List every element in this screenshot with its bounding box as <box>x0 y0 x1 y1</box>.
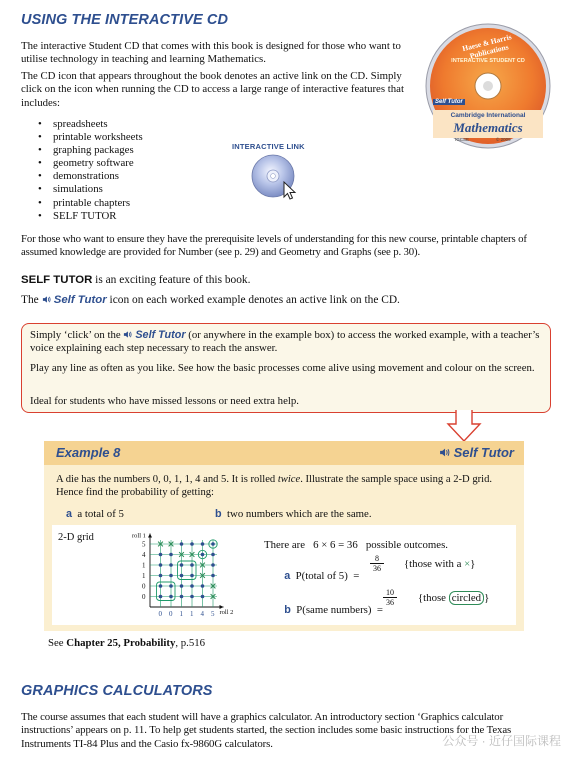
see-chapter-start: See <box>48 637 67 649</box>
callout-self-tutor-icon[interactable] <box>123 329 185 341</box>
self-tutor-intro <box>21 274 541 287</box>
grid-point <box>201 542 205 546</box>
answer-a-letter: a <box>284 570 291 582</box>
grid-point <box>201 595 205 599</box>
feature-item: • printable chapters <box>21 197 221 210</box>
x-tick-label: 1 <box>179 610 183 618</box>
answer-a-expression: P(total of 5) = <box>295 570 360 582</box>
callout-p1-end: (or anywhere in the example box) to access the worked example, with a teacher’s voice explaining each step necessary to reach the answer. <box>30 329 540 355</box>
part-a-text: a total of 5 <box>77 508 124 520</box>
grid-point <box>211 574 215 578</box>
y-tick-label: 1 <box>142 561 146 570</box>
grid-point <box>190 574 194 578</box>
example-self-tutor-button[interactable] <box>439 445 514 460</box>
disc-subject: Mathematics <box>453 120 523 135</box>
feature-item: • graphing packages <box>21 144 221 157</box>
feature-item: • demonstrations <box>21 170 221 183</box>
grid-point <box>201 584 205 588</box>
feature-item: • geometry software <box>21 157 221 170</box>
answer-a-numerator: 8 <box>370 554 384 564</box>
watermark: 公众号 · 近仔国际课程 <box>442 734 561 748</box>
grid-point <box>180 584 184 588</box>
callout-para-1 <box>30 329 542 356</box>
grid-label: 2-D grid <box>58 532 94 543</box>
section-heading-calculators: GRAPHICS CALCULATORS <box>21 683 213 699</box>
grid-point <box>169 574 173 578</box>
self-tutor-icon-text <box>21 294 541 307</box>
grid-point <box>159 563 163 567</box>
example-self-tutor-label: Self Tutor <box>453 445 514 460</box>
question-part-1: A die has the numbers 0, 0, 1, 1, 4 and 5. It is rolled <box>56 474 278 485</box>
grid-point <box>190 563 194 567</box>
self-tutor-lead-rest: is an exciting feature of this book. <box>92 274 251 286</box>
x-tick-label: 4 <box>200 610 204 618</box>
feature-item: • SELF TUTOR <box>21 210 221 223</box>
cd-intro-text: The interactive Student CD that comes with this book is designed for those who want to utilise technology in teaching and learning Mathematics. <box>21 40 401 66</box>
self-tutor-lead: SELF TUTOR <box>21 274 93 286</box>
answer-b-note-start: {those <box>418 592 449 604</box>
part-a-letter: a <box>66 508 73 520</box>
grid-point <box>180 542 184 546</box>
example-title: Example 8 <box>56 445 121 460</box>
answer-a <box>268 558 359 594</box>
cd-icon-text: The CD icon that appears throughout the book denotes an active link on the CD. Simply click on the icon when running the CD to access a large range of interactive features that includes: <box>21 70 404 109</box>
y-tick-label: 4 <box>142 551 146 559</box>
feature-item: • spreadsheets <box>21 118 221 131</box>
section-heading-cd: USING THE INTERACTIVE CD <box>21 12 229 28</box>
question-part-b <box>215 508 372 520</box>
callout-p1-start: Simply ‘click’ on the <box>30 329 124 341</box>
disc-brand: Self Tutor <box>435 99 463 105</box>
y-axis-arrow <box>148 534 152 538</box>
disc-level: IGCSE <box>455 137 470 142</box>
grid-point <box>190 584 194 588</box>
speaker-icon <box>123 330 132 339</box>
outcomes-text: There are 6 × 6 = 36 possible outcomes. <box>264 539 448 551</box>
self-tutor-inline-icon[interactable] <box>42 294 107 306</box>
self-tutor-callout <box>21 323 551 413</box>
y-tick-label: 0 <box>142 593 146 601</box>
answer-b-denominator: 36 <box>386 598 394 607</box>
example-header <box>44 441 524 465</box>
answer-a-note <box>404 558 475 570</box>
roll-1-label: roll 1 <box>132 532 146 540</box>
disc-interactive-label: INTERACTIVE STUDENT CD <box>451 58 525 64</box>
y-tick-label: 1 <box>142 572 146 580</box>
answer-b <box>268 592 383 628</box>
part-b-letter: b <box>215 508 222 520</box>
feature-item: • simulations <box>21 183 221 196</box>
speaker-icon <box>439 447 450 458</box>
grid-point <box>190 542 194 546</box>
callout-para-3: Ideal for students who have missed lessons or need extra help. <box>30 395 299 407</box>
x-tick-label: 0 <box>158 610 162 618</box>
grid-point <box>201 553 205 557</box>
interactive-cd-icon[interactable] <box>250 154 300 200</box>
grid-point <box>211 563 215 567</box>
disc-publisher: Haese & Harris Publications <box>461 32 513 61</box>
grid-point <box>169 584 173 588</box>
y-tick-label: 0 <box>142 582 146 591</box>
grid-point <box>159 584 163 588</box>
y-tick-label: 5 <box>142 540 146 549</box>
answer-a-note-start: {those with a <box>404 558 465 570</box>
x-tick-label: 0 <box>169 610 173 618</box>
grid-point <box>169 553 173 557</box>
answer-b-fraction <box>383 588 397 607</box>
grid-point <box>180 574 184 578</box>
example-box[interactable] <box>44 441 524 631</box>
example-question <box>56 473 516 500</box>
answer-b-numerator: 10 <box>383 588 397 598</box>
grid-point <box>211 553 215 557</box>
grid-point <box>169 595 173 599</box>
disc-course: Cambridge International <box>450 112 526 119</box>
circled-word: circled <box>449 591 484 605</box>
disc-year: © 2009 <box>496 137 511 142</box>
callout-para-2: Play any line as often as you like. See how the basic processes come alive using movement and colour on the screen. <box>30 362 535 374</box>
self-tutor-line-end: icon on each worked example denotes an active link on the CD. <box>106 294 400 306</box>
feature-item: • printable worksheets <box>21 131 221 144</box>
grid-point <box>169 563 173 567</box>
question-part-a <box>66 508 124 520</box>
x-tick-label: 5 <box>211 610 215 618</box>
callout-self-tutor-label: Self Tutor <box>135 329 186 341</box>
self-tutor-inline-label: Self Tutor <box>53 294 107 306</box>
roll-2-label: roll 2 <box>219 609 234 616</box>
answer-b-note-end: } <box>484 592 490 604</box>
example-solution-panel <box>52 525 516 625</box>
x-tick-label: 1 <box>190 610 194 618</box>
answer-a-denominator: 36 <box>373 564 381 573</box>
answer-a-fraction <box>370 554 384 573</box>
grid-point <box>190 595 194 599</box>
answer-b-letter: b <box>284 604 291 616</box>
question-part-2: . Illustrate the sample space using a 2-D grid. Hence find the probability of getting: <box>56 474 493 499</box>
prerequisite-text: For those who want to ensure they have the prerequisite levels of understanding for this new course, printable chapters of assumed knowledge are provided for Number (see p. 29) and Geometry and Graphs (see p. 30). <box>21 233 527 259</box>
see-chapter-page: , p.516 <box>175 637 206 649</box>
answer-b-note <box>418 592 489 604</box>
callout-arrow <box>446 409 482 443</box>
part-b-text: two numbers which are the same. <box>227 508 372 520</box>
answer-a-note-end: } <box>470 558 476 570</box>
see-chapter-ref[interactable] <box>48 637 205 650</box>
grid-point <box>180 595 184 599</box>
speaker-icon <box>42 295 51 304</box>
calculators-text: The course assumes that each student will have a graphics calculator. An introductory section ‘Graphics calculator instructions’ appears on p. 11. To help get students started, the section includes some basic instructions for the Texas Instruments TI-84 Plus and the Casio fx-9860G calculators. <box>21 711 512 750</box>
answer-b-expression: P(same numbers) = <box>296 604 383 616</box>
grid-point <box>159 574 163 578</box>
sample-space-grid <box>112 527 262 621</box>
grid-point <box>180 563 184 567</box>
see-chapter-title: Chapter 25, Probability <box>66 637 176 649</box>
interactive-link-label: INTERACTIVE LINK <box>232 142 305 151</box>
grid-point <box>159 553 163 557</box>
cross-mark: × <box>464 558 471 570</box>
question-emphasis: twice <box>277 474 301 485</box>
feature-list <box>21 118 221 223</box>
self-tutor-line-start: The <box>21 294 42 306</box>
grid-point <box>211 542 215 546</box>
grid-point <box>159 595 163 599</box>
